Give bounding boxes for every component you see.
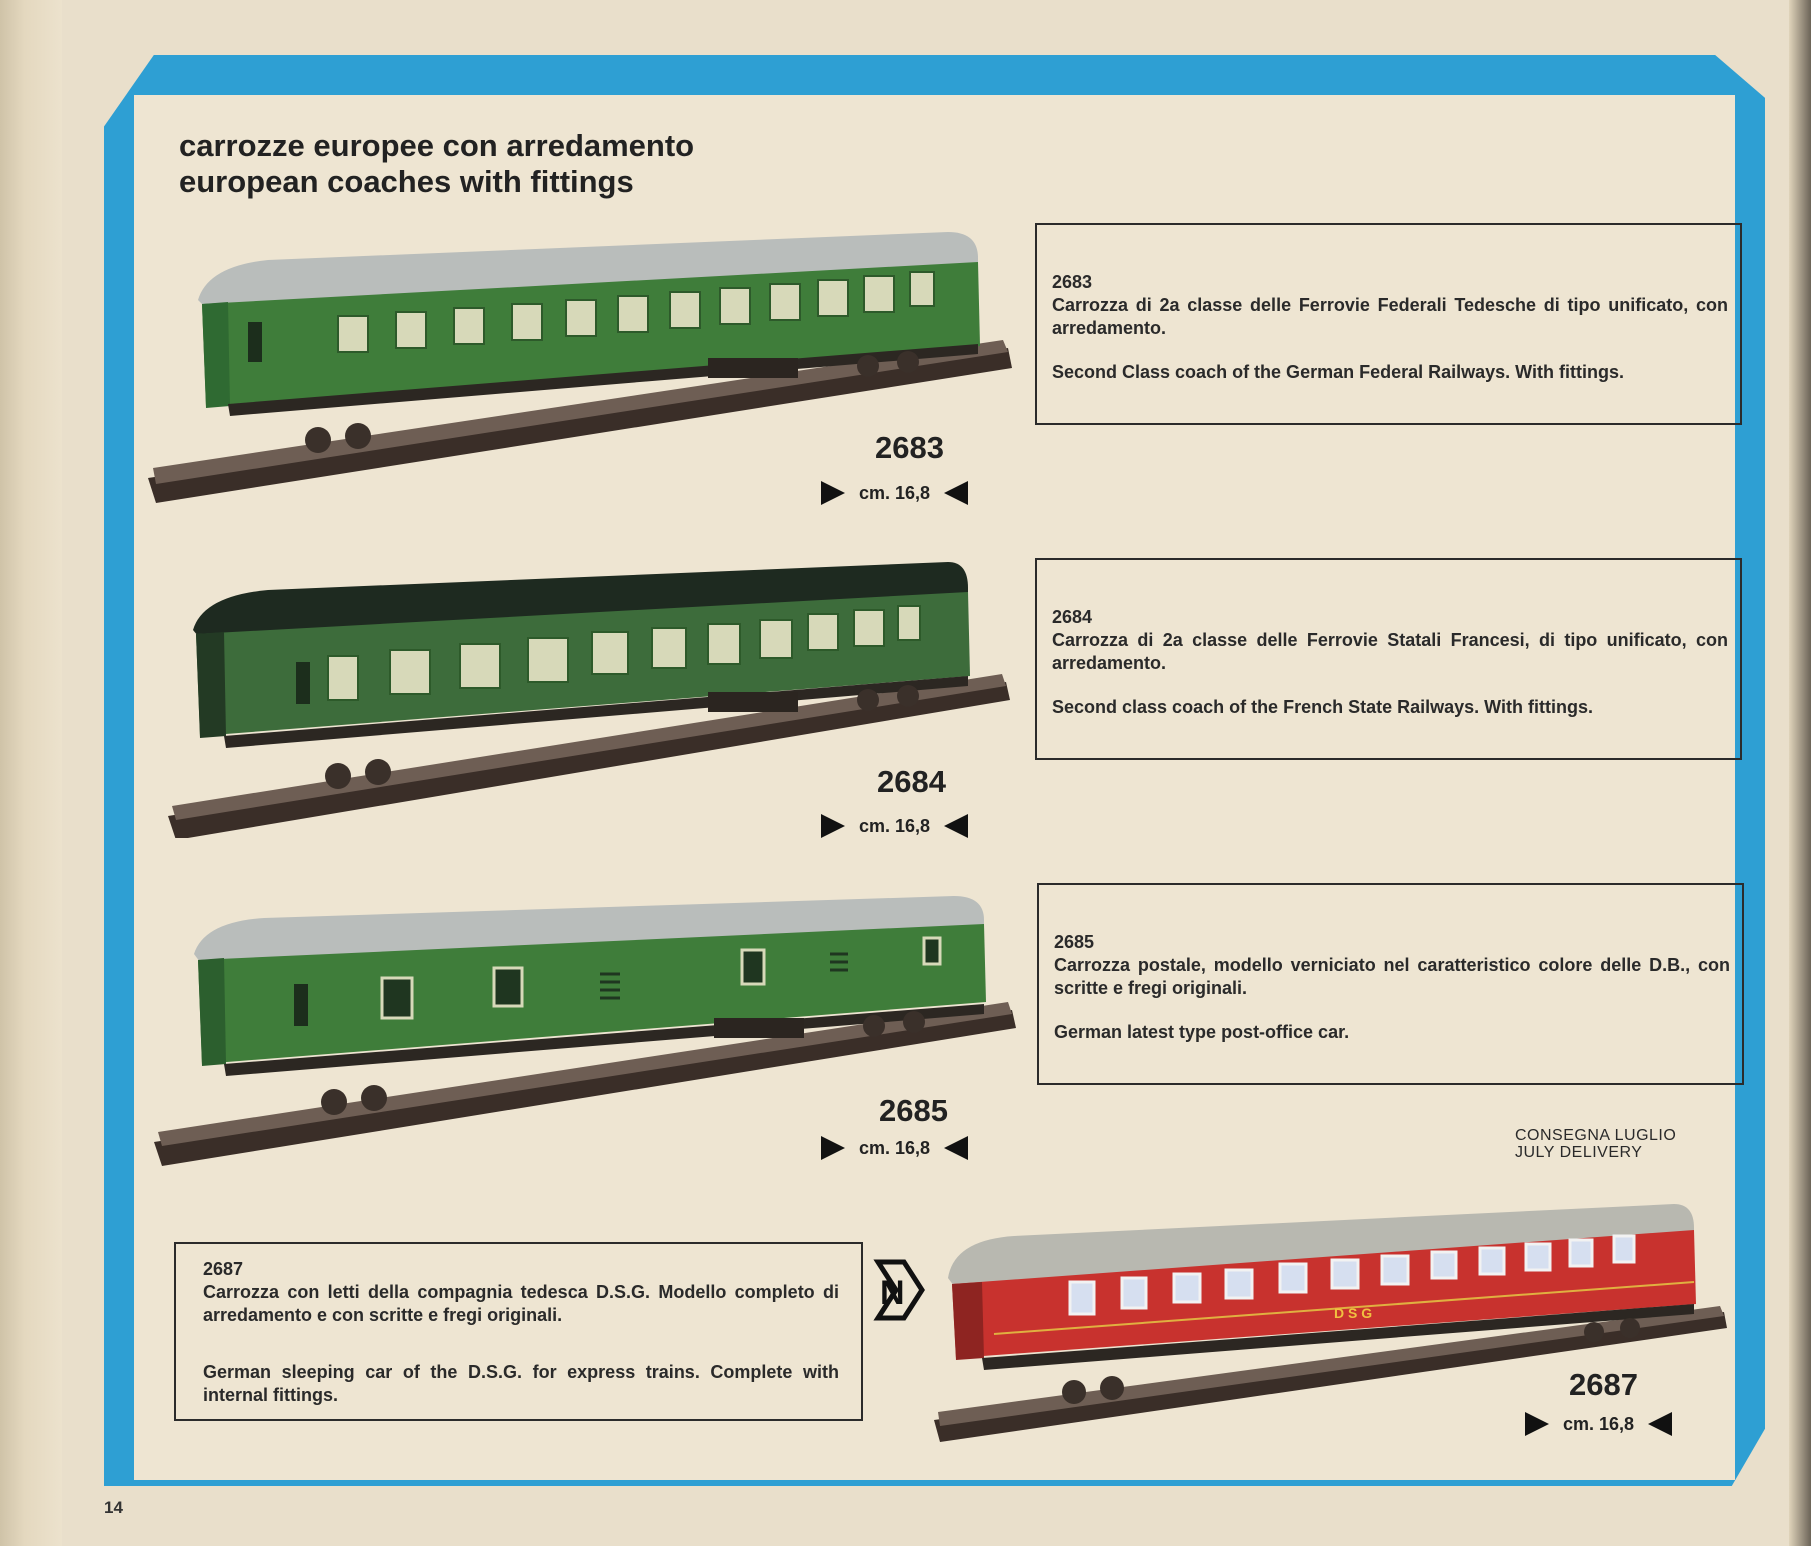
page-number: 14 <box>104 1498 123 1517</box>
svg-text:N: N <box>880 1274 905 1312</box>
arrow-right-icon <box>1525 1412 1549 1436</box>
description-code: 2683 <box>1052 272 1093 292</box>
description-box-2687 <box>174 1242 863 1421</box>
length-value: cm. 16,8 <box>1563 1413 1635 1434</box>
page-right-edge <box>1789 0 1811 1546</box>
length-label-2687 <box>1525 1412 1672 1436</box>
arrow-right-icon <box>821 481 845 505</box>
description-code: 2685 <box>1054 932 1095 952</box>
arrow-left-icon <box>1648 1412 1672 1436</box>
delivery-note <box>1515 1127 1676 1161</box>
length-label-2683 <box>821 481 968 505</box>
description-code: 2684 <box>1052 607 1093 627</box>
delivery-english: JULY DELIVERY <box>1515 1144 1643 1161</box>
length-value: cm. 16,8 <box>859 815 931 836</box>
description-english: Second class coach of the French State Railways. With fittings. <box>1052 697 1593 717</box>
coach-image-2683 <box>148 228 1018 508</box>
coach-image-2685 <box>154 892 1019 1172</box>
n-scale-logo-icon <box>872 1258 926 1322</box>
arrow-right-icon <box>821 1136 845 1160</box>
arrow-right-icon <box>821 814 845 838</box>
arrow-left-icon <box>944 481 968 505</box>
description-italian: Carrozza di 2a classe delle Ferrovie Federali Tedesche di tipo unificato, con arredamento. <box>1052 295 1728 338</box>
description-italian: Carrozza postale, modello verniciato nel caratteristico colore delle D.B., con scritte e fregi originali. <box>1054 955 1730 998</box>
model-number-2687: 2687 <box>1569 1367 1638 1402</box>
title-english: european coaches with fittings <box>179 164 634 199</box>
description-box-2683 <box>1035 223 1742 425</box>
description-box-2685 <box>1037 883 1744 1085</box>
length-label-2685 <box>821 1136 968 1160</box>
svg-text:D S G: D S G <box>1334 1305 1373 1321</box>
length-label-2684 <box>821 814 968 838</box>
description-english: Second Class coach of the German Federal Railways. With fittings. <box>1052 362 1624 382</box>
description-english: German latest type post-office car. <box>1054 1022 1350 1042</box>
model-number-2683: 2683 <box>875 430 944 465</box>
description-italian: Carrozza con letti della compagnia tedesca D.S.G. Modello completo di arredamento e con scritte e fregi originali. <box>203 1282 839 1325</box>
description-box-2684 <box>1035 558 1742 760</box>
model-number-2684: 2684 <box>877 764 946 799</box>
page-title <box>179 128 694 200</box>
length-value: cm. 16,8 <box>859 482 931 503</box>
description-code: 2687 <box>203 1259 244 1279</box>
delivery-italian: CONSEGNA LUGLIO <box>1515 1127 1677 1144</box>
page-binding-edge <box>0 0 62 1546</box>
model-number-2685: 2685 <box>879 1093 948 1128</box>
description-english: German sleeping car of the D.S.G. for express trains. Complete with internal fittings. <box>203 1362 839 1405</box>
arrow-left-icon <box>944 814 968 838</box>
description-italian: Carrozza di 2a classe delle Ferrovie Statali Francesi, di tipo unificato, con arredamento. <box>1052 630 1728 673</box>
arrow-left-icon <box>944 1136 968 1160</box>
length-value: cm. 16,8 <box>859 1137 931 1158</box>
title-italian: carrozze europee con arredamento <box>179 128 695 163</box>
